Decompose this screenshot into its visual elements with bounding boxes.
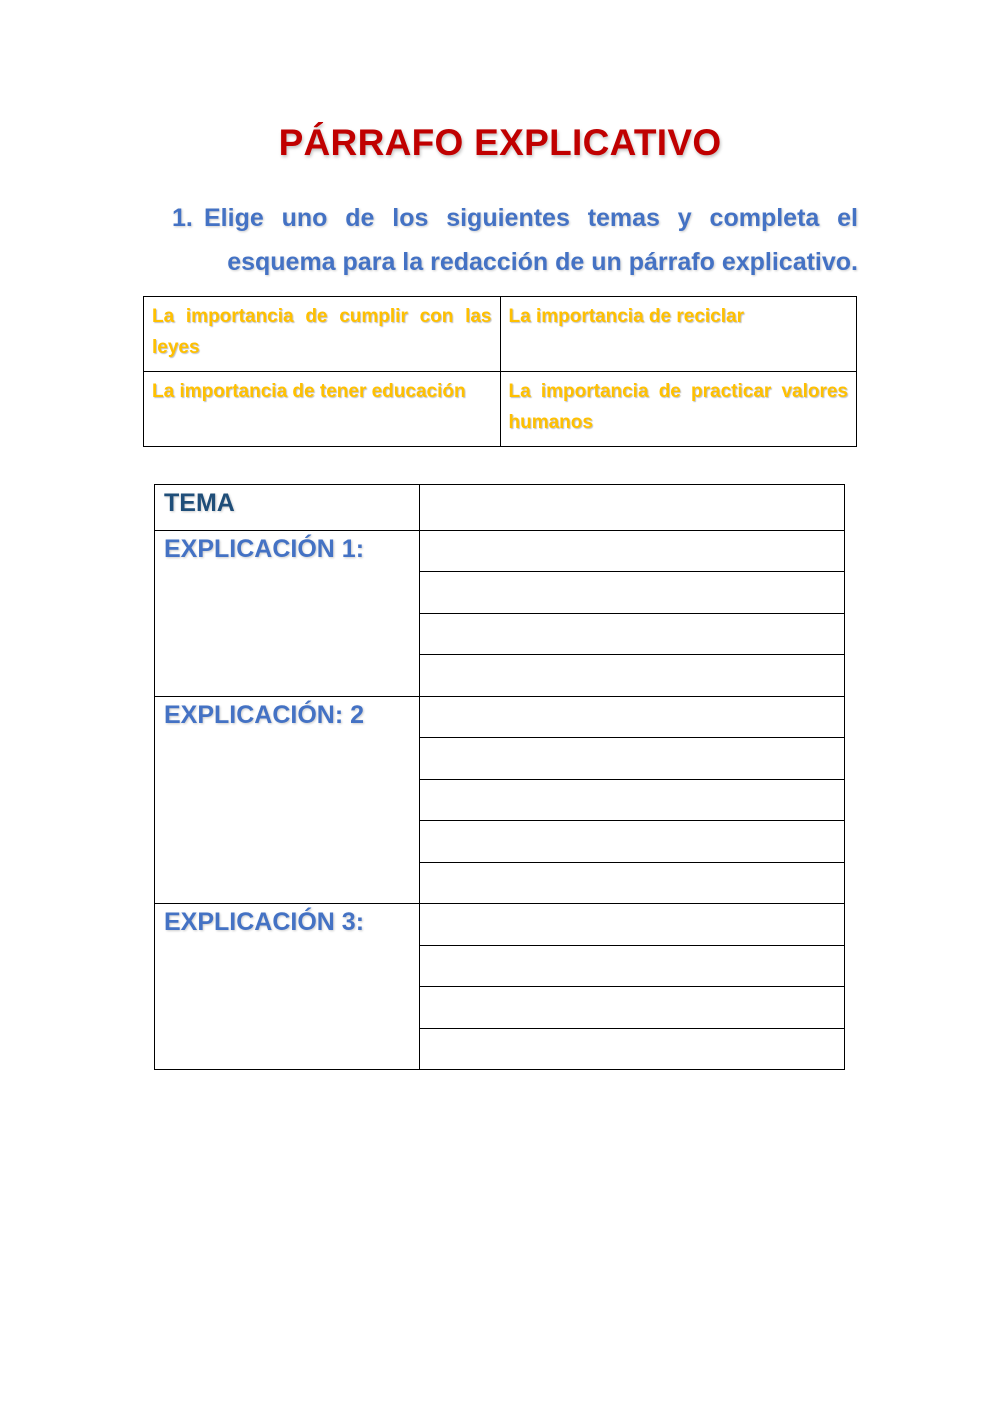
explicacion-3-answer-line[interactable] xyxy=(419,945,844,987)
outline-table xyxy=(154,484,845,1070)
explicacion-3-answer-line[interactable] xyxy=(419,1028,844,1070)
topic-cell: La importancia de tener educación xyxy=(144,372,501,447)
explicacion-2-label: EXPLICACIÓN: 2 xyxy=(155,696,420,904)
tema-answer-line[interactable] xyxy=(419,485,844,531)
explicacion-1-answer-line[interactable] xyxy=(419,530,844,572)
explicacion-1-row xyxy=(155,530,845,572)
explicacion-2-answer-line[interactable] xyxy=(419,696,844,738)
explicacion-2-answer-line[interactable] xyxy=(419,862,844,904)
explicacion-3-row xyxy=(155,904,845,946)
instruction-text: Elige uno de los siguientes temas y completa el esquema para la redacción de un párrafo explicativo. xyxy=(204,204,858,276)
topics-table xyxy=(143,296,857,447)
topic-cell: La importancia de practicar valores humanos xyxy=(500,372,857,447)
instruction-number: 1. xyxy=(172,204,193,232)
instruction xyxy=(172,196,858,284)
explicacion-2-answer-line[interactable] xyxy=(419,821,844,863)
explicacion-2-answer-line[interactable] xyxy=(419,738,844,780)
explicacion-1-answer-line[interactable] xyxy=(419,572,844,614)
explicacion-3-answer-line[interactable] xyxy=(419,904,844,946)
explicacion-3-answer-line[interactable] xyxy=(419,987,844,1029)
tema-label: TEMA xyxy=(155,485,420,531)
topic-cell: La importancia de cumplir con las leyes xyxy=(144,297,501,372)
explicacion-1-answer-line[interactable] xyxy=(419,613,844,655)
page-title: PÁRRAFO EXPLICATIVO xyxy=(278,122,722,163)
explicacion-1-label: EXPLICACIÓN 1: xyxy=(155,530,420,696)
topic-cell: La importancia de reciclar xyxy=(500,297,857,372)
explicacion-3-label: EXPLICACIÓN 3: xyxy=(155,904,420,1070)
explicacion-2-answer-line[interactable] xyxy=(419,779,844,821)
topics-row xyxy=(144,297,857,372)
explicacion-2-row xyxy=(155,696,845,738)
tema-row xyxy=(155,485,845,531)
topics-row xyxy=(144,372,857,447)
explicacion-1-answer-line[interactable] xyxy=(419,655,844,697)
